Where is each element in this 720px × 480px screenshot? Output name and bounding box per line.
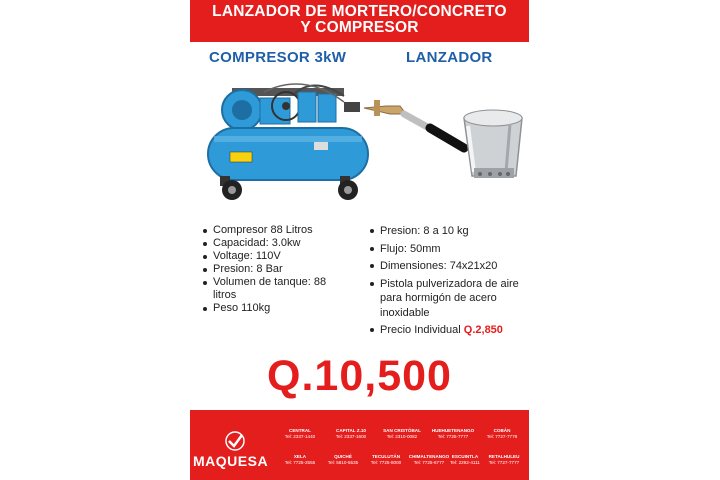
branch-name: CENTRAL <box>289 428 311 433</box>
branch-name: SAN CRISTÓBAL <box>383 428 421 433</box>
list-item: Capacidad: 3.0kw <box>201 237 351 250</box>
branch-phone: Tel: 7725-7777 <box>437 434 469 439</box>
title-line-2: Y COMPRESOR <box>300 19 419 36</box>
branch-central <box>275 428 325 440</box>
list-item: Peso 110kg <box>201 302 351 315</box>
branch-retalhuleu <box>479 454 529 466</box>
product-flyer <box>190 0 529 480</box>
branch-phone: Tel: 7725-2555 <box>284 460 316 465</box>
list-item: Compresor 88 Litros <box>201 224 351 237</box>
title-line-1: LANZADOR DE MORTERO/CONCRETO <box>212 3 507 20</box>
branch-phone: Tel: 7727-7778 <box>486 434 518 439</box>
individual-price-label: Precio Individual <box>380 324 461 336</box>
branch-phone: Tel: 2292-4111 <box>450 460 480 465</box>
brand-name: MAQUESA <box>193 453 269 469</box>
compressor-spec-list <box>201 224 351 315</box>
list-item: Flujo: 50mm <box>368 242 528 257</box>
check-mark-icon <box>223 430 247 452</box>
compressor-image <box>194 72 374 206</box>
launcher-spec-list <box>368 224 528 341</box>
branch-name: ESCUINTLA <box>451 454 479 459</box>
list-item: Volumen de tanque: 88 litros <box>201 276 351 302</box>
branch-phone: Tel: 2310-0082 <box>386 434 418 439</box>
branch-huehuetenango <box>428 428 478 440</box>
list-item: Voltage: 110V <box>201 250 351 263</box>
individual-price-item <box>368 323 528 338</box>
branch-phone: Tel: 2337-1440 <box>284 434 316 439</box>
branch-name: XELA <box>293 454 307 459</box>
branch-phone: Tel: 5810-5535 <box>327 460 359 465</box>
branch-name: CAPITAL Z.10 <box>336 428 366 433</box>
launcher-heading: LANZADOR <box>406 49 493 66</box>
branch-name: CHIMALTENANGO <box>408 454 450 459</box>
brand-logo <box>193 430 275 474</box>
footer-banner <box>190 410 529 480</box>
title-banner <box>190 0 529 42</box>
branch-phone: Tel: 7727-7777 <box>488 460 520 465</box>
list-item: Dimensiones: 74x21x20 <box>368 259 528 274</box>
individual-price-value: Q.2,850 <box>463 324 503 336</box>
branch-coban <box>477 428 527 440</box>
branch-name: QUICHÉ <box>334 454 352 459</box>
branch-phone: Tel: 7725-8000 <box>370 460 402 465</box>
bundle-price: Q.10,500 <box>267 352 452 400</box>
branch-san-cristobal <box>377 428 427 440</box>
list-item: Pistola pulverizadora de aire para hormigón de acero inoxidable <box>368 277 528 321</box>
launcher-image <box>360 92 529 202</box>
branch-name: HUEHUETENANGO <box>431 428 475 433</box>
branch-name: RETALHULEU <box>488 454 520 459</box>
list-item: Presion: 8 a 10 kg <box>368 224 528 239</box>
compressor-heading: COMPRESOR 3kW <box>209 49 347 66</box>
branch-capital <box>326 428 376 440</box>
branch-phone: Tel: 2337-1600 <box>335 434 367 439</box>
branch-name: TECULUTÁN <box>371 454 401 459</box>
branch-phone: Tel: 7725-6777 <box>413 460 445 465</box>
list-item: Presion: 8 Bar <box>201 263 351 276</box>
branch-name: COBÁN <box>493 428 511 433</box>
